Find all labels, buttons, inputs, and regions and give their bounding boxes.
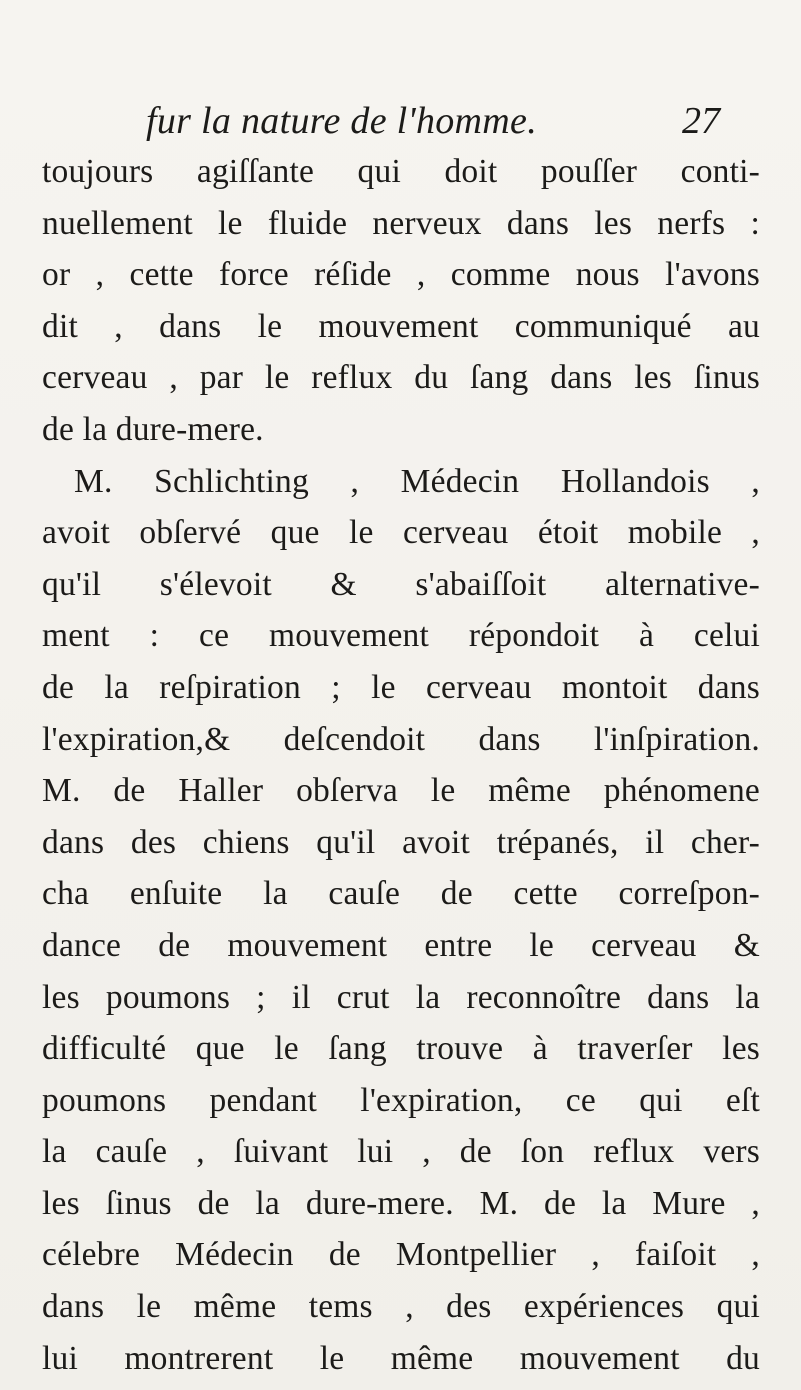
text-line: avoit obſervé que le cerveau étoit mobile , bbox=[42, 514, 760, 552]
text-line: la cauſe , ſuivant lui , de ſon reflux vers bbox=[42, 1133, 760, 1171]
running-title: fur la nature de l'homme. bbox=[146, 100, 538, 142]
text-line: dance de mouvement entre le cerveau & bbox=[42, 926, 760, 964]
text-line: dans des chiens qu'il avoit trépanés, il cher- bbox=[42, 823, 760, 861]
text-line: de la dure-mere. bbox=[42, 410, 264, 448]
text-line: l'expiration,& deſcendoit dans l'inſpiration. bbox=[42, 720, 760, 758]
page-number: 27 bbox=[682, 100, 720, 142]
text-line: ment : ce mouvement répondoit à celui bbox=[42, 617, 760, 655]
text-line: poumons pendant l'expiration, ce qui eſt bbox=[42, 1081, 760, 1119]
text-line: dit , dans le mouvement communiqué au bbox=[42, 307, 760, 345]
text-line: les poumons ; il crut la reconnoître dans la bbox=[42, 978, 760, 1016]
text-line: M. Schlichting , Médecin Hollandois , bbox=[74, 462, 760, 500]
text-line: toujours agiſſante qui doit pouſſer conti- bbox=[42, 153, 760, 190]
text-line: cha enſuite la cauſe de cette correſpon- bbox=[42, 875, 760, 913]
text-line: qu'il s'élevoit & s'abaiſſoit alternative- bbox=[42, 565, 760, 603]
text-line: cerveau , par le reflux du ſang dans les ſinus bbox=[42, 359, 760, 397]
text-line: nuellement le fluide nerveux dans les nerfs : bbox=[42, 204, 760, 242]
text-line: dans le même tems , des expériences qui bbox=[42, 1288, 760, 1326]
text-line: or , cette force réſide , comme nous l'avons bbox=[42, 256, 760, 294]
running-head bbox=[0, 96, 801, 146]
text-line: difficulté que le ſang trouve à traverſer les bbox=[42, 1030, 760, 1068]
body-text bbox=[42, 146, 760, 1384]
text-line: lui montrerent le même mouvement du bbox=[42, 1339, 760, 1377]
text-line: célebre Médecin de Montpellier , faiſoit , bbox=[42, 1236, 760, 1274]
text-line: M. de Haller obſerva le même phénomene bbox=[42, 772, 760, 810]
text-line: de la reſpiration ; le cerveau montoit dans bbox=[42, 668, 760, 706]
text-line: les ſinus de la dure-mere. M. de la Mure , bbox=[42, 1184, 760, 1222]
